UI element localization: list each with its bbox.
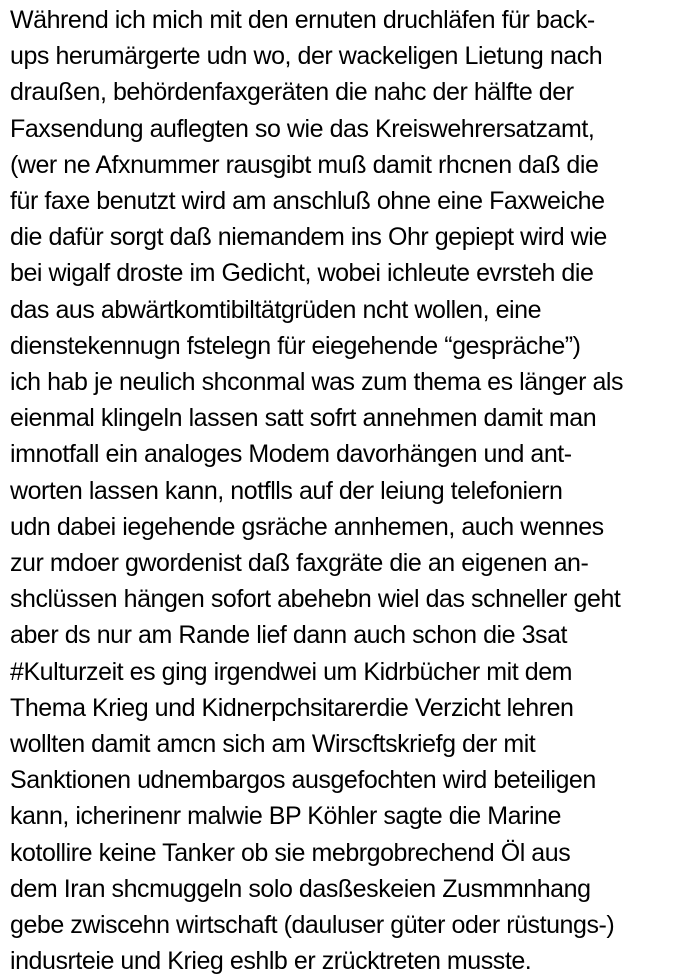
text-line: aber ds nur am Rande lief dann auch schon die 3sat xyxy=(10,621,568,650)
text-line: kotollire keine Tanker ob sie mebrgobrechend Öl aus xyxy=(10,838,571,867)
text-line: ups herumärgerte udn wo, der wackeligen Lietung nach xyxy=(10,42,603,71)
text-line: dem Iran shcmuggeln solo dasßeskeien Zusmmnhang xyxy=(10,874,591,903)
text-line: udn dabei iegehende gsräche annhemen, auch wennes xyxy=(10,512,604,541)
text-line: für faxe benutzt wird am anschluß ohne eine Faxweiche xyxy=(10,187,605,216)
text-line: Während ich mich mit den ernuten druchläfen für back- xyxy=(10,6,595,34)
text-line: indusrteie und Krieg eshlb er zrücktreten musste. xyxy=(10,947,532,976)
text-line: eienmal klingeln lassen satt sofrt annehmen damit man xyxy=(10,404,597,433)
body-text xyxy=(10,2,678,979)
text-line: draußen, behördenfaxgeräten die nahc der hälfte der xyxy=(10,78,574,107)
text-line: gebe zwiscehn wirtschaft (dauluser güter oder rüstungs-) xyxy=(10,911,615,940)
text-line: kann, icherinenr malwie BP Köhler sagte die Marine xyxy=(10,802,561,831)
text-line: bei wigalf droste im Gedicht, wobei ichleute evrsteh die xyxy=(10,259,594,288)
text-line: das aus abwärtkomtibiltätgrüden ncht wollen, eine xyxy=(10,295,542,324)
text-line: Thema Krieg und Kidnerpchsitarerdie Verzicht lehren xyxy=(10,693,574,722)
text-line: dienstekennugn fstelegn für eiegehende “gespräche”) xyxy=(10,331,581,360)
text-line: Sanktionen udnembargos ausgefochten wird beteiligen xyxy=(10,766,596,795)
text-line: imnotfall ein analoges Modem davorhängen und ant- xyxy=(10,440,572,469)
text-line: worten lassen kann, notflls auf der leiung telefoniern xyxy=(10,476,563,505)
text-line: zur mdoer gwordenist daß faxgräte die an eigenen an- xyxy=(10,549,589,578)
text-line: (wer ne Afxnummer rausgibt muß damit rhcnen daß die xyxy=(10,150,599,179)
text-line: shclüssen hängen sofort abehebn wiel das schneller geht xyxy=(10,585,621,614)
text-line: ich hab je neulich shconmal was zum thema es länger als xyxy=(10,368,624,397)
text-line: die dafür sorgt daß niemandem ins Ohr gepiept wird wie xyxy=(10,223,607,252)
text-line: #Kulturzeit es ging irgendwei um Kidrbücher mit dem xyxy=(10,657,573,686)
text-line: Faxsendung auflegten so wie das Kreiswehrersatzamt, xyxy=(10,114,595,143)
text-line: wollten damit amcn sich am Wirscftskriefg der mit xyxy=(10,730,536,759)
